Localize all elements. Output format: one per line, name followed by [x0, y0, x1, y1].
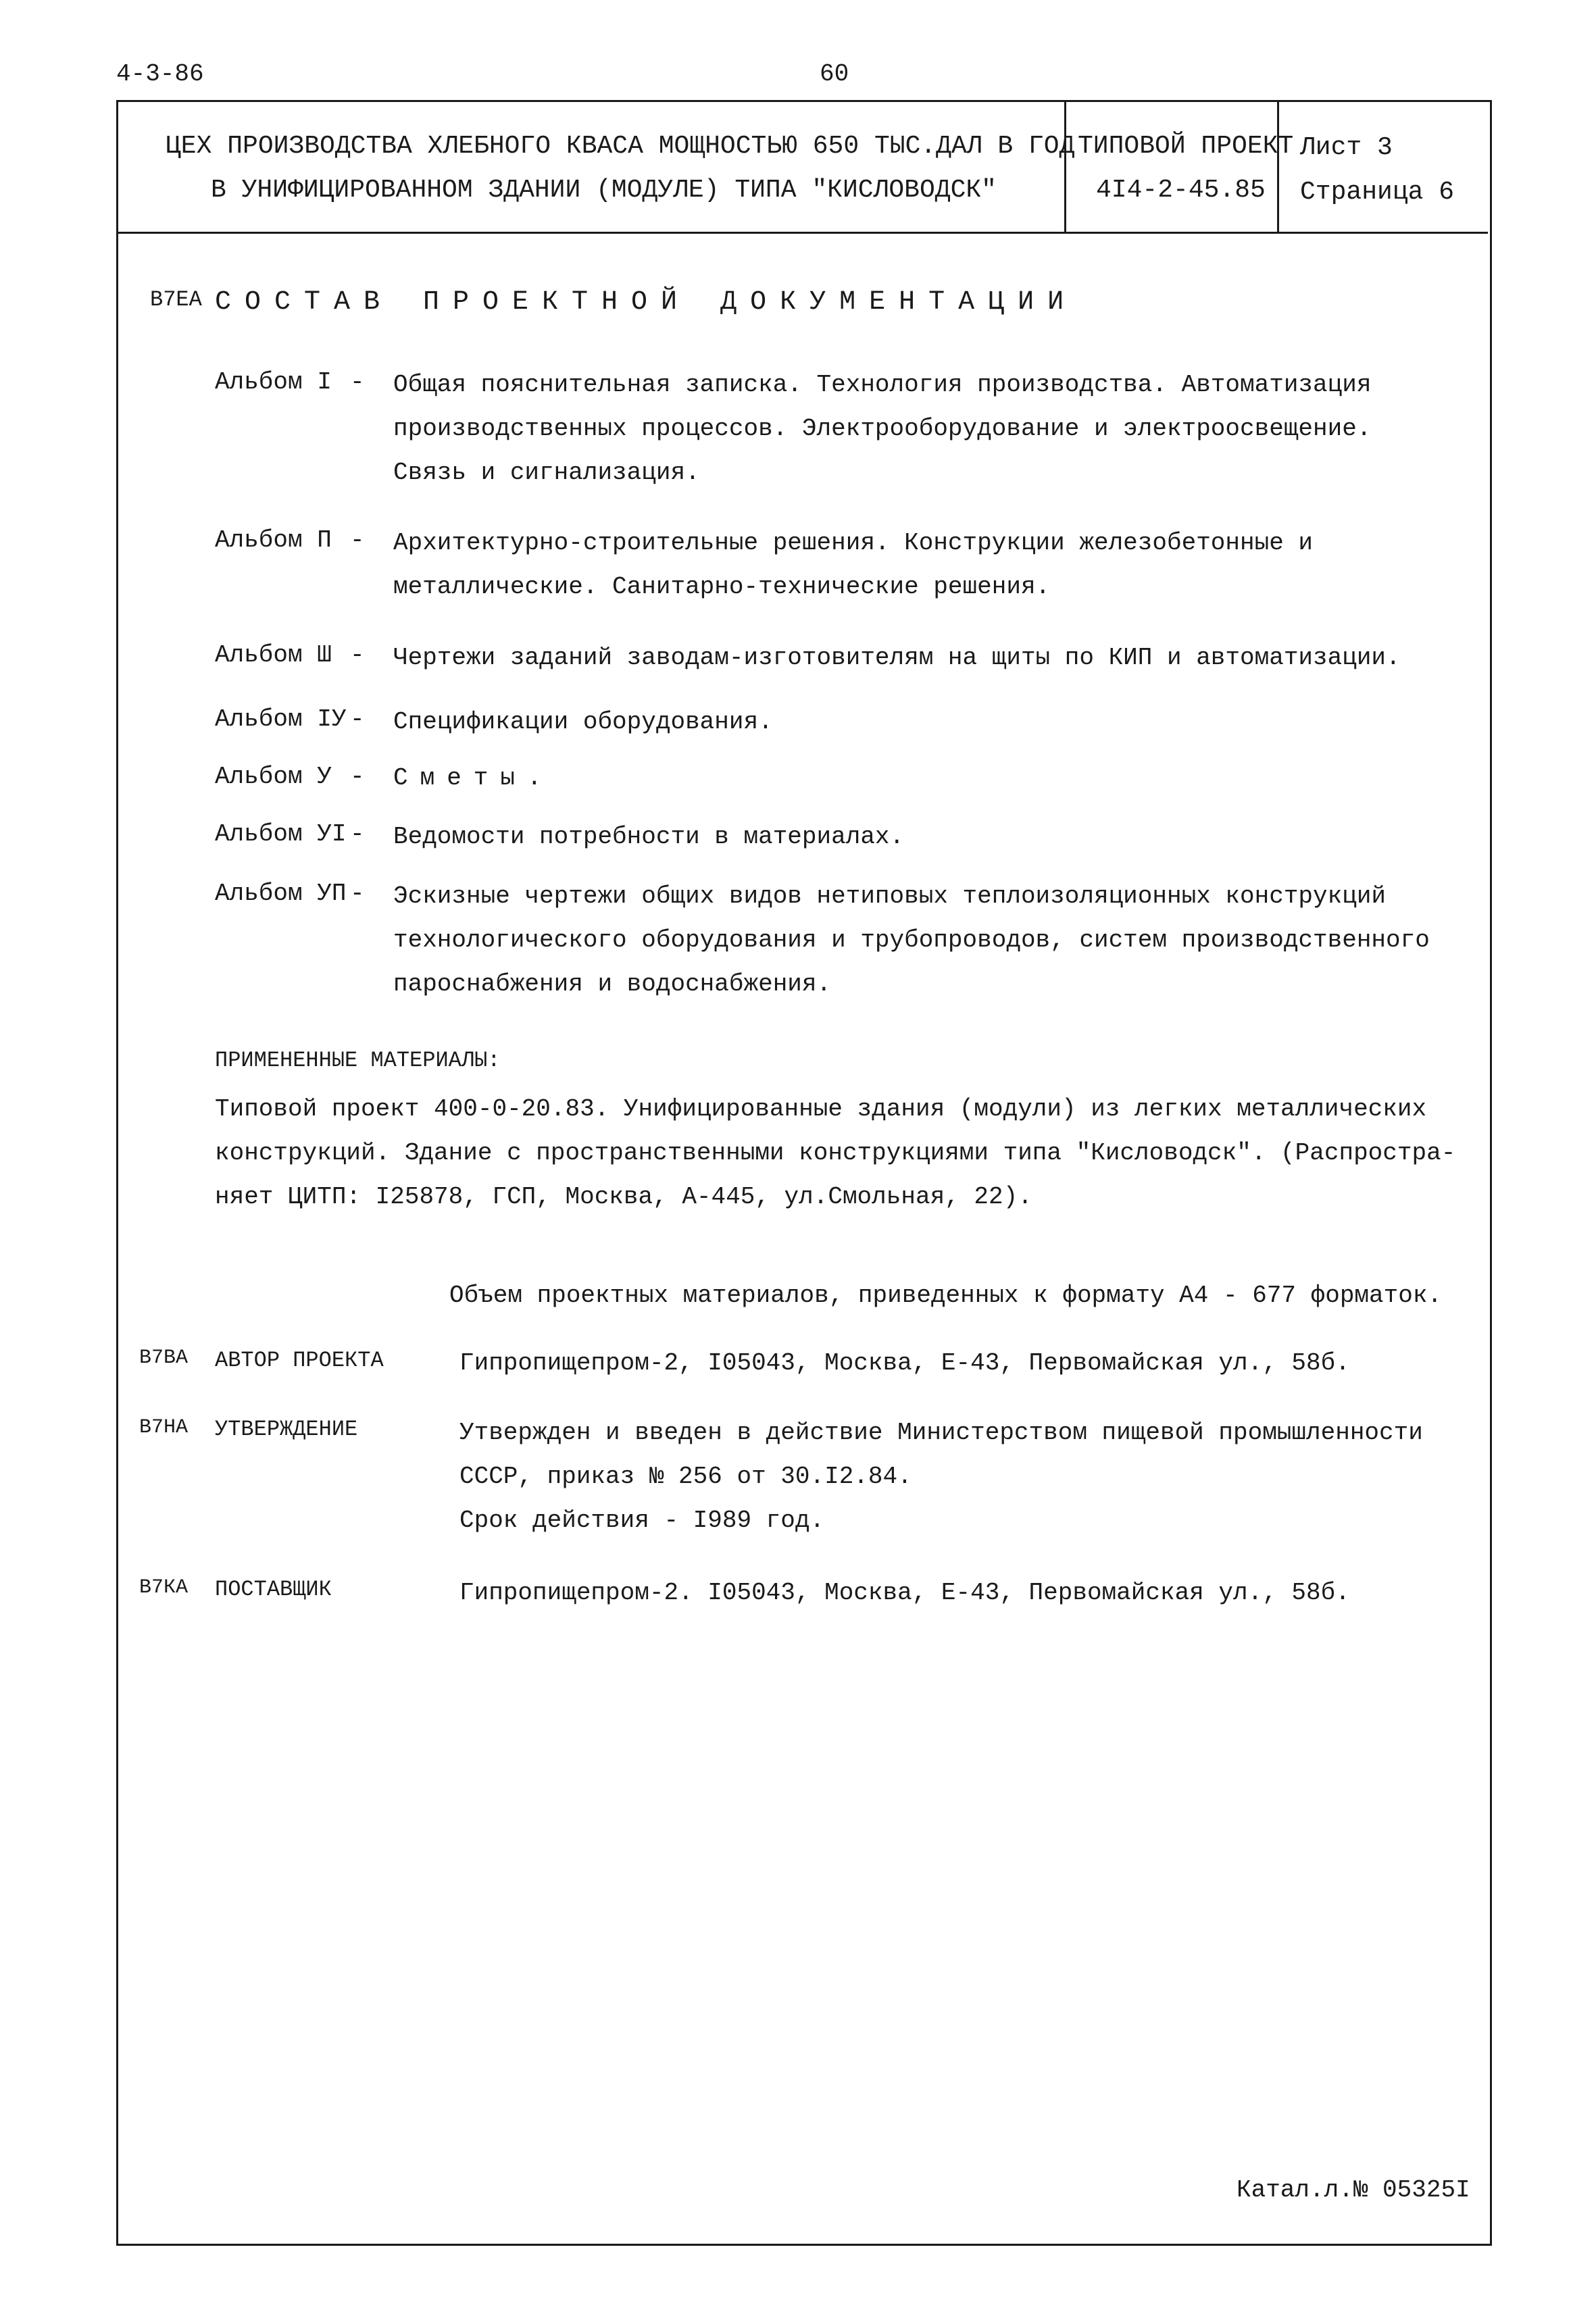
album-description: Общая пояснительная записка. Технология производства. Автоматизация: [393, 371, 1372, 399]
album-dash: -: [350, 880, 365, 907]
page-in-sheet: Страница 6: [1300, 178, 1455, 207]
author-text: Гипропищепром-2, I05043, Москва, Е-43, Первомайская ул., 58б.: [459, 1349, 1350, 1377]
approval-line: СССР, приказ № 256 от 30.I2.84.: [459, 1463, 912, 1490]
album-label: Альбом Ш: [215, 641, 332, 669]
project-number: 4I4-2-45.85: [1096, 176, 1266, 205]
album-description: пароснабжения и водоснабжения.: [393, 970, 832, 998]
title-block: [116, 100, 1488, 234]
document-code: 4-3-86: [116, 60, 204, 88]
title-divider: [1064, 100, 1066, 234]
album-description: Связь и сигнализация.: [393, 459, 700, 486]
album-label: Альбом П: [215, 526, 332, 554]
project-label: ТИПОВОЙ ПРОЕКТ: [1078, 132, 1294, 161]
album-label: Альбом IУ: [215, 705, 347, 733]
title-divider: [1277, 100, 1279, 234]
album-description: Сметы.: [393, 764, 554, 792]
section-code: В7ЕА: [150, 287, 202, 312]
section-title: СОСТАВ ПРОЕКТНОЙ ДОКУМЕНТАЦИИ: [215, 287, 1078, 318]
album-description: Эскизные чертежи общих видов нетиповых теплоизоляционных конструкций: [393, 882, 1387, 910]
author-label: АВТОР ПРОЕКТА: [215, 1348, 384, 1373]
album-description: технологического оборудования и трубопроводов, систем производственного: [393, 926, 1430, 954]
catalog-number: Катал.л.№ 05325I: [1237, 2176, 1470, 2204]
materials-heading: ПРИМЕНЕННЫЕ МАТЕРИАЛЫ:: [215, 1048, 501, 1073]
album-dash: -: [350, 705, 365, 733]
author-code: В7ВА: [139, 1347, 189, 1369]
materials-line: Типовой проект 400-0-20.83. Унифицированные здания (модули) из легких металлических: [215, 1095, 1427, 1123]
approval-line: Утвержден и введен в действие Министерством пищевой промышленности: [459, 1419, 1423, 1447]
supplier-code: В7КА: [139, 1576, 189, 1599]
album-description: Архитектурно-строительные решения. Конструкции железобетонные и: [393, 529, 1314, 557]
sheet-number: Лист 3: [1300, 133, 1393, 162]
approval-line: Срок действия - I989 год.: [459, 1507, 825, 1534]
album-description: Спецификации оборудования.: [393, 708, 773, 736]
header-title-line1: ЦЕХ ПРОИЗВОДСТВА ХЛЕБНОГО КВАСА МОЩНОСТЬЮ 650 ТЫС.ДАЛ В ГОД: [166, 132, 1075, 161]
materials-line: конструкций. Здание с пространственными конструкциями типа "Кисловодск". (Распростра-: [215, 1139, 1456, 1167]
supplier-text: Гипропищепром-2. I05043, Москва, Е-43, Первомайская ул., 58б.: [459, 1579, 1350, 1607]
album-description: металлические. Санитарно-технические решения.: [393, 573, 1051, 601]
volume-statement: Объем проектных материалов, приведенных к формату А4 - 677 форматок.: [449, 1282, 1443, 1309]
album-dash: -: [350, 763, 365, 790]
approval-label: УТВЕРЖДЕНИЕ: [215, 1417, 358, 1442]
album-dash: -: [350, 526, 365, 554]
album-label: Альбом У: [215, 763, 332, 790]
album-label: Альбом УI: [215, 820, 347, 848]
album-description: производственных процессов. Электрооборудование и электроосвещение.: [393, 415, 1372, 443]
page-number: 60: [820, 60, 849, 88]
materials-line: няет ЦИТП: I25878, ГСП, Москва, А-445, ул.Смольная, 22).: [215, 1183, 1032, 1211]
approval-code: В7НА: [139, 1416, 189, 1439]
album-description: Чертежи заданий заводам-изготовителям на щиты по КИП и автоматизации.: [393, 644, 1401, 672]
album-dash: -: [350, 820, 365, 848]
album-dash: -: [350, 368, 365, 396]
album-dash: -: [350, 641, 365, 669]
album-description: Ведомости потребности в материалах.: [393, 823, 905, 851]
supplier-label: ПОСТАВЩИК: [215, 1577, 332, 1602]
album-label: Альбом УП: [215, 880, 347, 907]
header-title-line2: В УНИФИЦИРОВАННОМ ЗДАНИИ (МОДУЛЕ) ТИПА "КИСЛОВОДСК": [211, 176, 997, 205]
album-label: Альбом I: [215, 368, 332, 396]
